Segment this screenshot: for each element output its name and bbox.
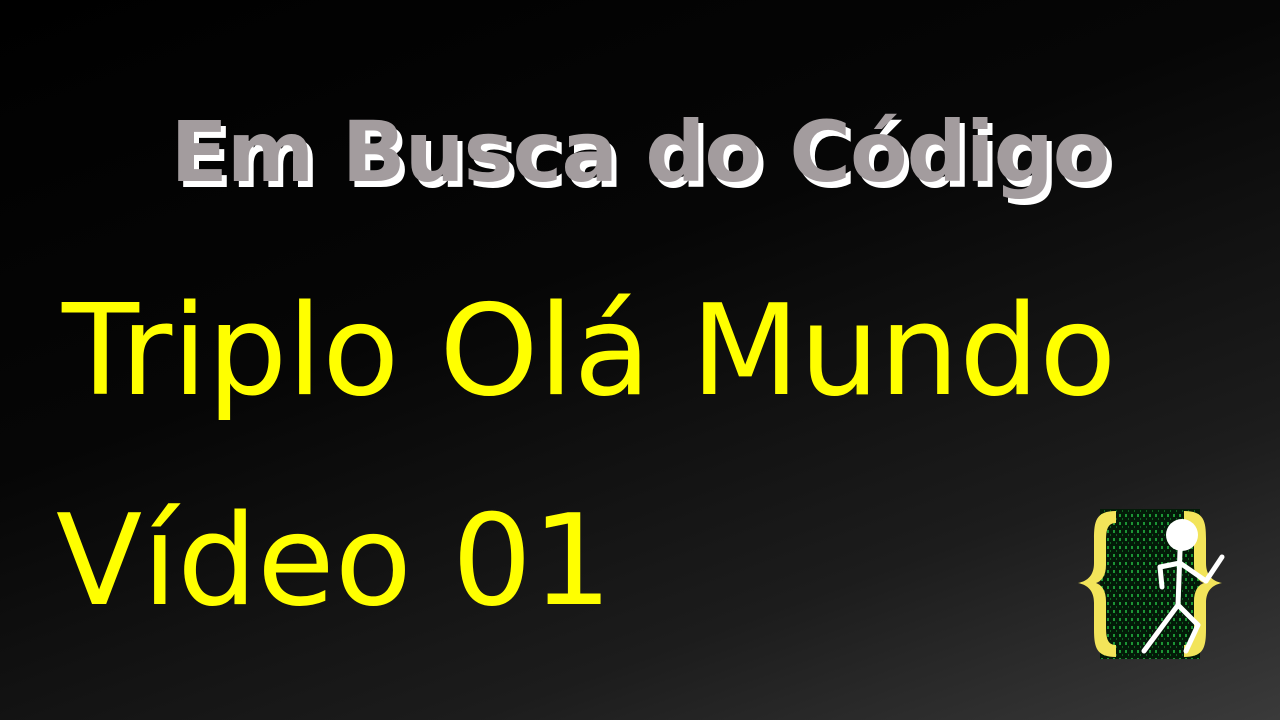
series-title: Em Busca do Código — [170, 103, 1110, 201]
video-title: Triplo Olá Mundo — [62, 277, 1117, 424]
episode-label: Vídeo 01 — [56, 487, 613, 634]
channel-logo — [1070, 505, 1230, 665]
curly-braces-stick-figure-icon — [1070, 505, 1230, 665]
